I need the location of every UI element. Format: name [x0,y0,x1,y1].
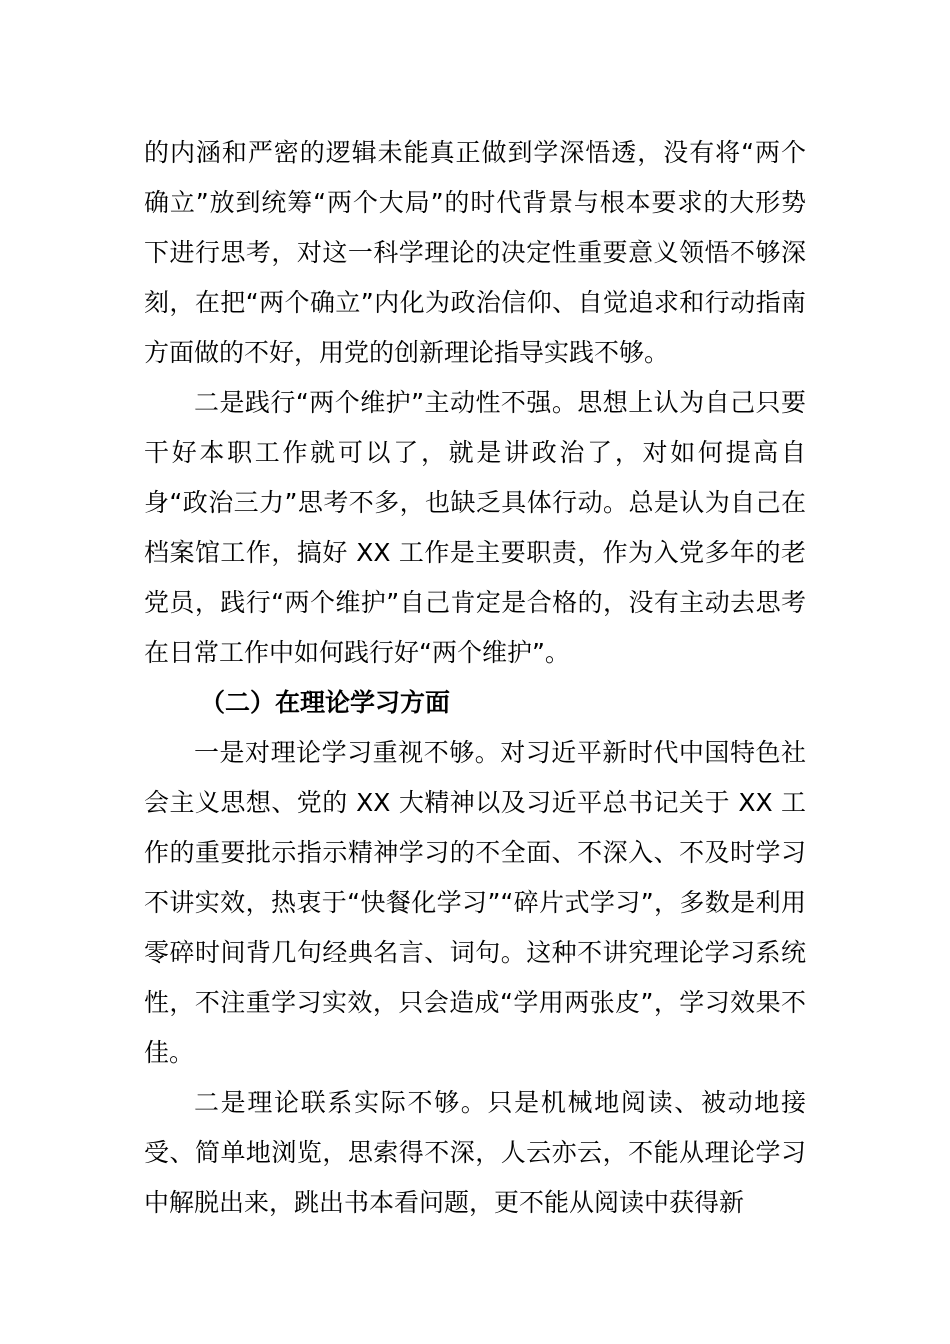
paragraph-theory-attention: 一是对理论学习重视不够。对习近平新时代中国特色社会主义思想、党的 XX 大精神以及习近平总书记关于 XX 工作的重要批示指示精神学习的不全面、不深入、不及时学习不讲实效，热衷于“快餐化学习”“碎片式学习”，多数是利用零碎时间背几句经典名言、词句。这种不讲究理论学习系统性，不注重学习实效，只会造成“学用两张皮”，学习效果不佳。 [144,738,806,1067]
section-heading-theory-study: （二）在理论学习方面 [200,688,451,717]
paragraph-theory-practice: 二是理论联系实际不够。只是机械地阅读、被动地接受、简单地浏览，思索得不深，人云亦云，不能从理论学习中解脱出来，跳出书本看问题，更不能从阅读中获得新 [144,1088,806,1217]
document-body [144,128,806,1228]
paragraph-continuation: 的内涵和严密的逻辑未能真正做到学深悟透，没有将“两个确立”放到统筹“两个大局”的时代背景与根本要求的大形势下进行思考，对这一科学理论的决定性重要意义领悟不够深刻，在把“两个确立”内化为政治信仰、自觉追求和行动指南方面做的不好，用党的创新理论指导实践不够。 [144,138,806,367]
paragraph-two-maintenance: 二是践行“两个维护”主动性不强。思想上认为自己只要干好本职工作就可以了，就是讲政治了，对如何提高自身“政治三力”思考不多，也缺乏具体行动。总是认为自己在档案馆工作，搞好 XX 工作是主要职责，作为入党多年的老党员，践行“两个维护”自己肯定是合格的，没有主动去思考在日常工作中如何践行好“两个维护”。 [144,388,806,667]
